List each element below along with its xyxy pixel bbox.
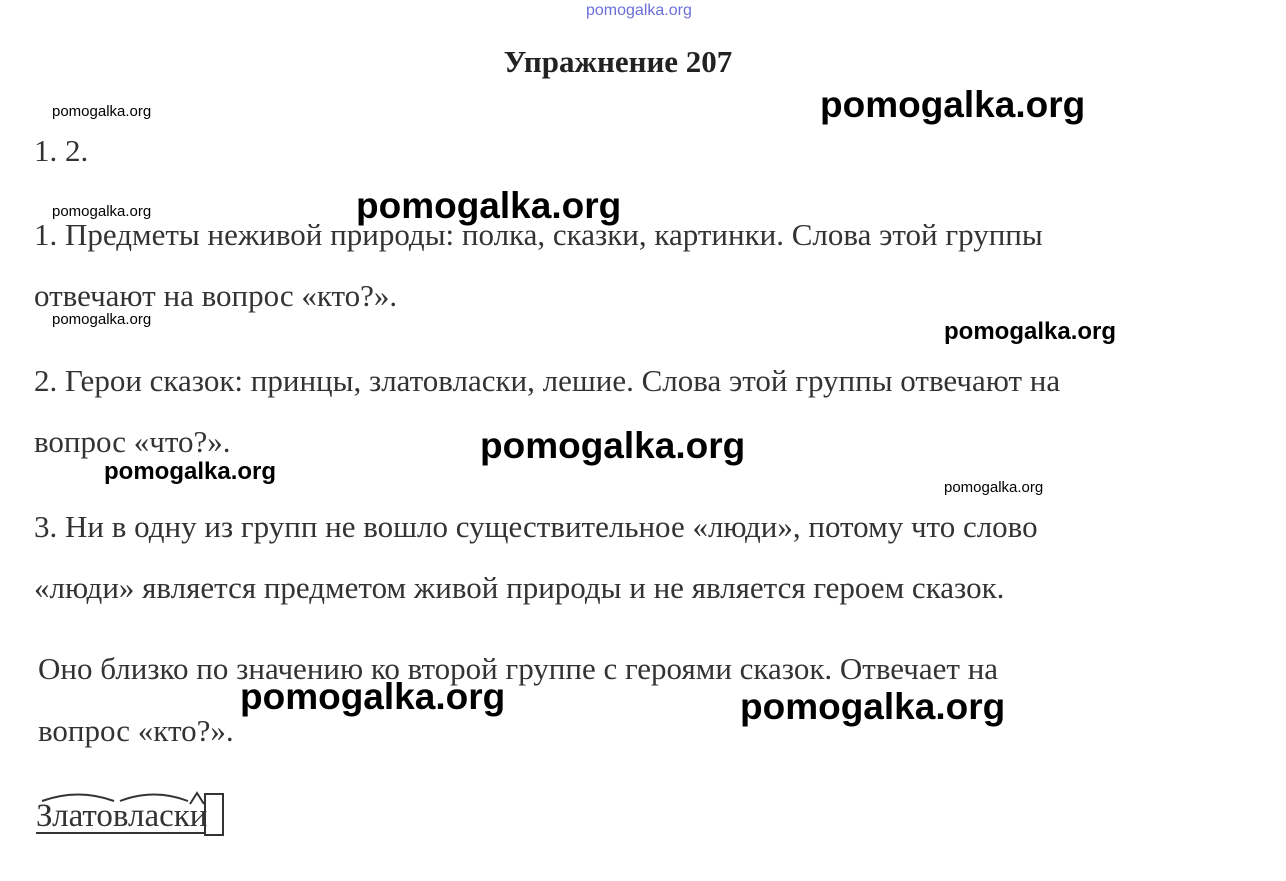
morpheme-analysis	[36, 790, 246, 840]
text-line-group1-b: отвечают на вопрос «кто?».	[34, 278, 398, 313]
text-line-group2-a: 2. Герои сказок: принцы, златовласки, лешие. Слова этой группы отвечают на	[34, 363, 1061, 398]
watermark: pomogalka.org	[104, 458, 277, 485]
watermark: pomogalka.org	[356, 185, 622, 226]
morpheme-word: Златовласки	[36, 798, 208, 834]
text-line-numbers: 1. 2.	[34, 133, 89, 168]
text-line-conclusion-b: вопрос «кто?».	[38, 713, 234, 748]
watermark: pomogalka.org	[52, 311, 152, 328]
watermark: pomogalka.org	[944, 318, 1117, 345]
watermark: pomogalka.org	[740, 686, 1006, 727]
watermark: pomogalka.org	[240, 676, 506, 717]
watermark: pomogalka.org	[480, 425, 746, 466]
watermark: pomogalka.org	[52, 203, 152, 220]
watermark: pomogalka.org	[820, 84, 1086, 125]
site-link[interactable]: pomogalka.org	[586, 2, 692, 19]
text-line-group2-b: вопрос «что?».	[34, 424, 231, 459]
text-line-group1-a: 1. Предметы неживой природы: полка, сказки, картинки. Слова этой группы	[34, 217, 1043, 252]
exercise-title: Упражнение 207	[503, 44, 733, 79]
text-line-conclusion-a: Оно близко по значению ко второй группе с героями сказок. Отвечает на	[38, 651, 999, 686]
text-line-point3-b: «люди» является предметом живой природы и не является героем сказок.	[34, 570, 1005, 605]
text-line-point3-a: 3. Ни в одну из групп не вошло существительное «люди», потому что слово	[34, 509, 1038, 544]
ending-box	[205, 794, 223, 835]
watermark: pomogalka.org	[52, 103, 152, 120]
watermark: pomogalka.org	[944, 479, 1044, 496]
